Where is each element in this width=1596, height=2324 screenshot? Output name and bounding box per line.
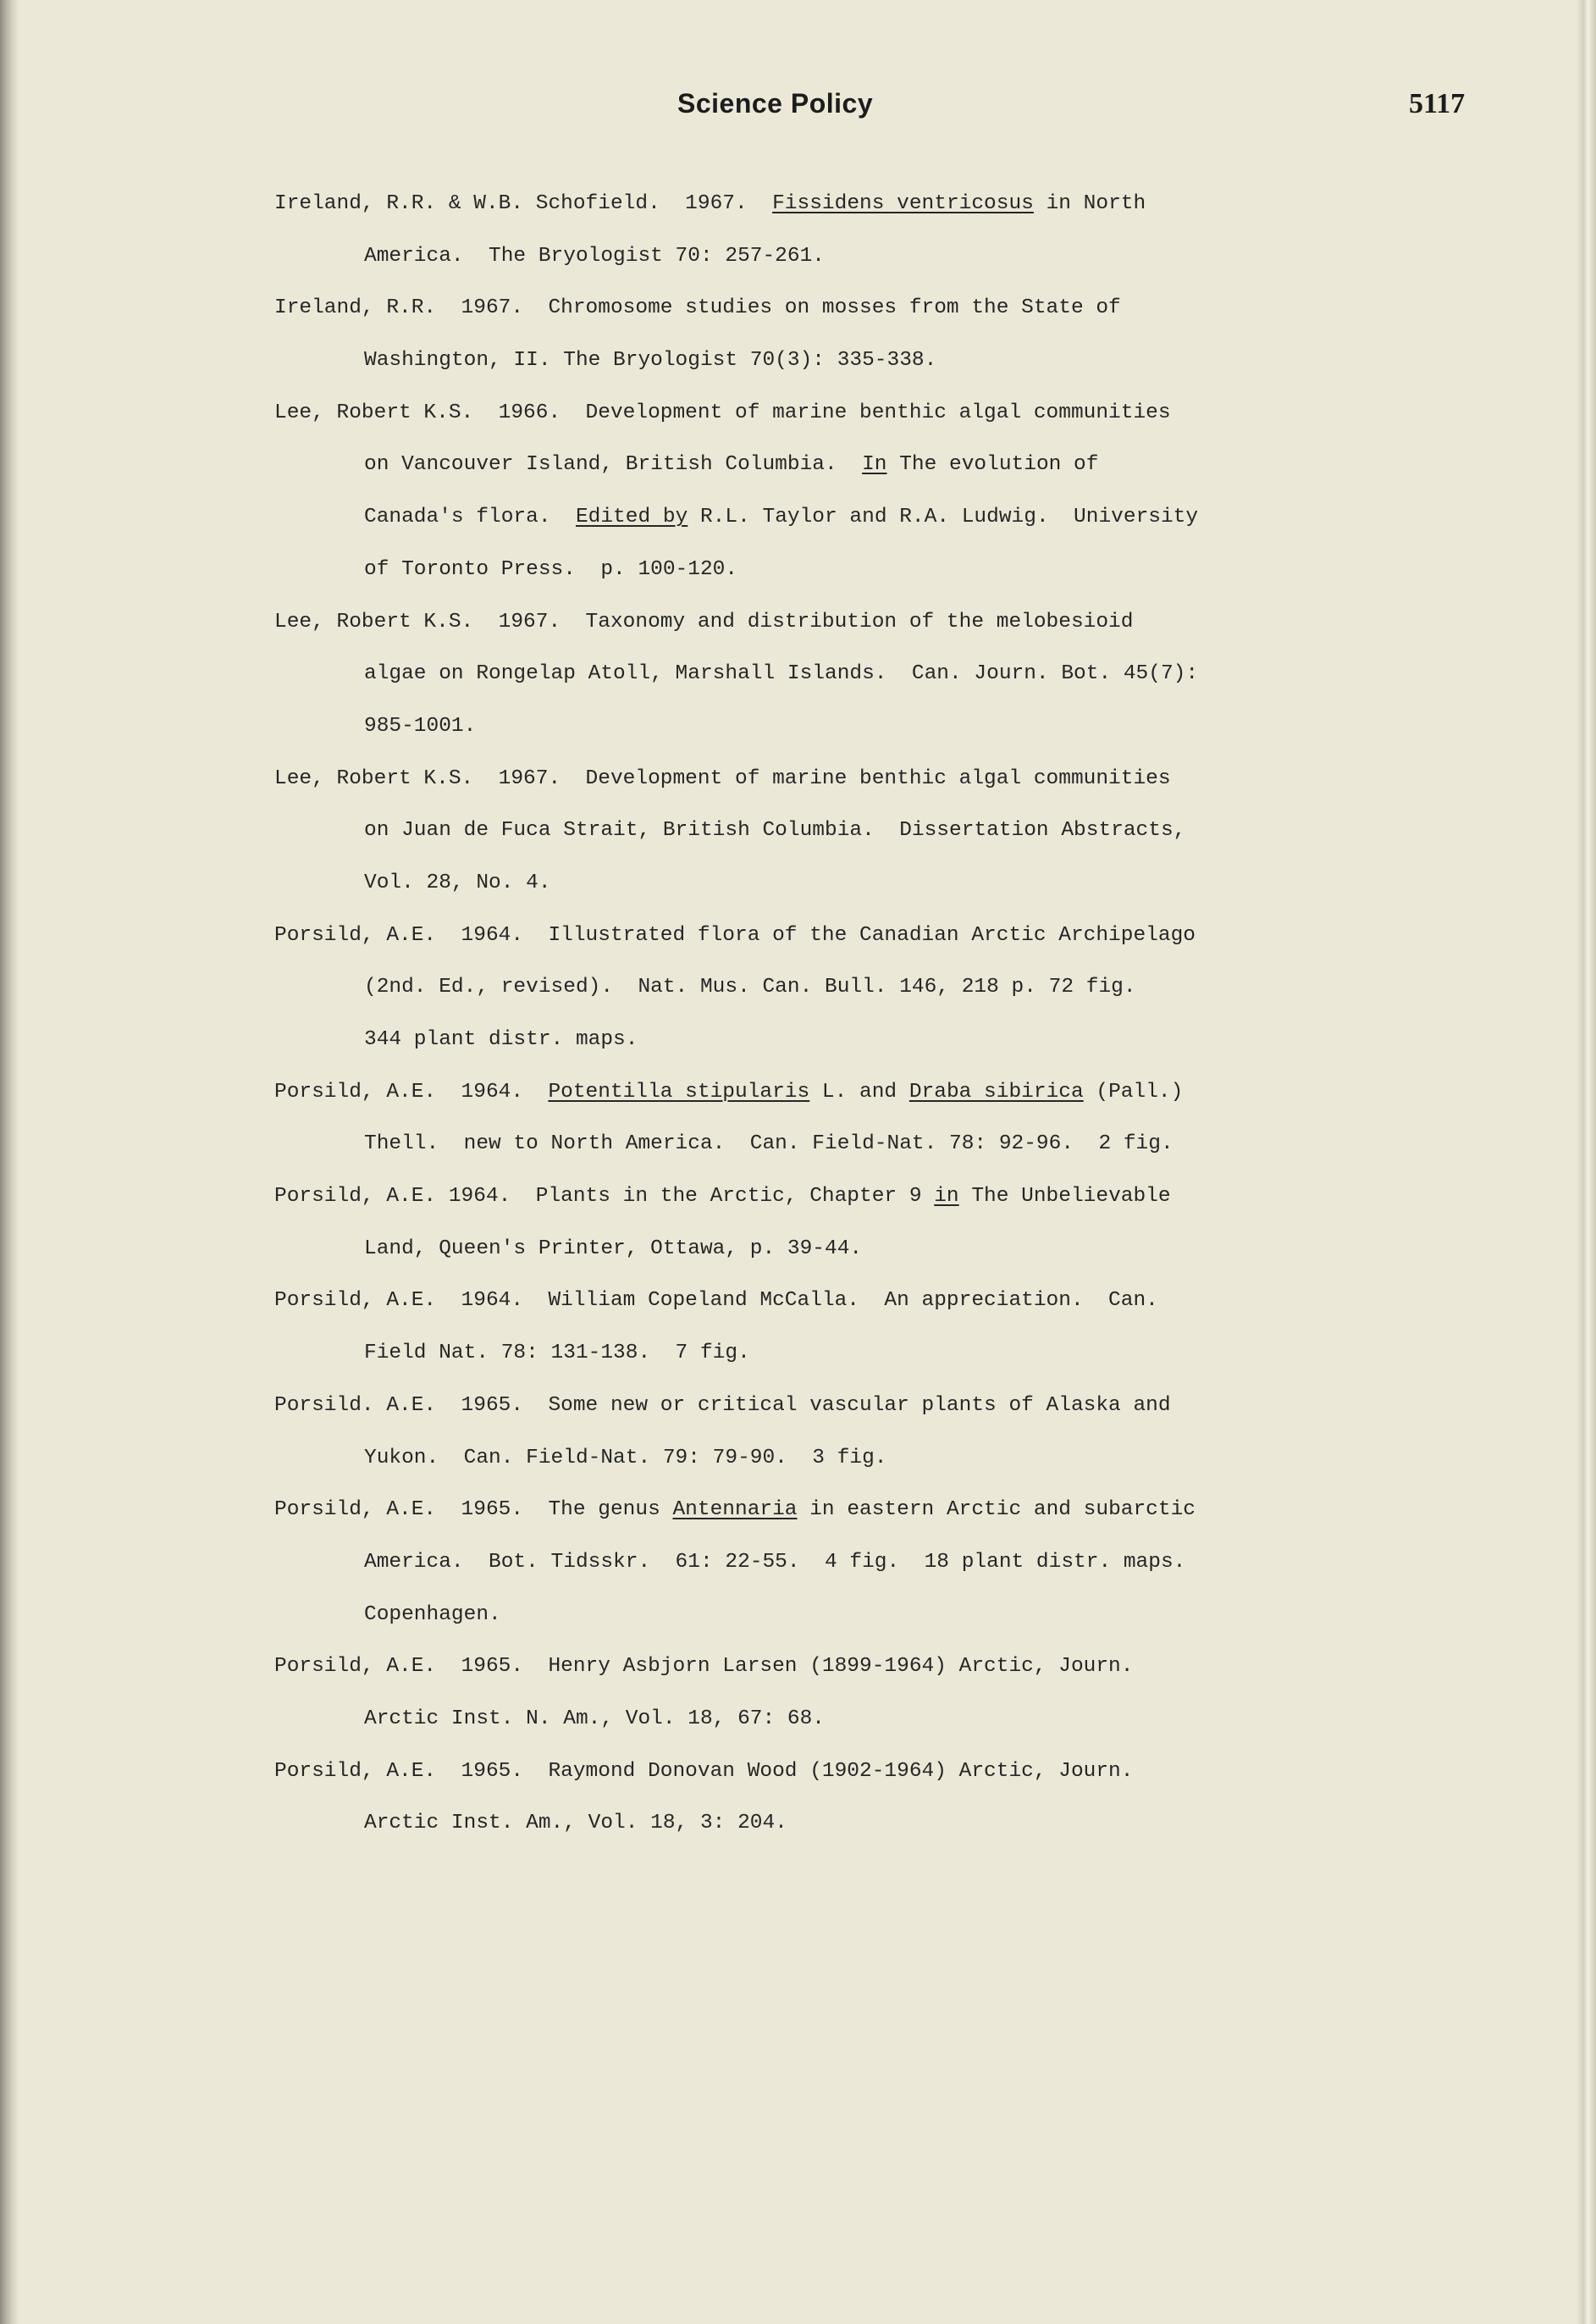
reference-text: Porsild, A.E. 1964. bbox=[274, 1080, 549, 1104]
reference-text: Yukon. Can. Field-Nat. 79: 79-90. 3 fig. bbox=[364, 1446, 887, 1469]
reference-text: America. Bot. Tidsskr. 61: 22-55. 4 fig. 18 plant distr. maps. bbox=[364, 1550, 1186, 1574]
reference-continuation-line bbox=[274, 1693, 1290, 1746]
underlined-title: Edited by bbox=[575, 506, 688, 529]
reference-continuation-line bbox=[274, 805, 1290, 857]
reference-first-line bbox=[274, 1484, 1290, 1536]
reference-continuation-line bbox=[274, 335, 1290, 387]
underlined-title: In bbox=[862, 453, 887, 477]
underlined-title: Antennaria bbox=[672, 1498, 798, 1522]
reference-continuation-line bbox=[274, 1589, 1290, 1641]
reference-entry bbox=[274, 282, 1290, 386]
reference-first-line bbox=[274, 1275, 1290, 1327]
reference-text: Land, Queen's Printer, Ottawa, p. 39-44. bbox=[364, 1237, 863, 1260]
reference-first-line bbox=[274, 910, 1290, 962]
reference-first-line bbox=[274, 753, 1290, 805]
reference-text: on Vancouver Island, British Columbia. bbox=[364, 453, 863, 477]
reference-text: (2nd. Ed., revised). Nat. Mus. Can. Bull. 146, 218 p. 72 fig. bbox=[364, 976, 1136, 999]
reference-text: Porsild, A.E. 1964. Illustrated flora of the Canadian Arctic Archipelago bbox=[274, 923, 1196, 947]
reference-text: 985-1001. bbox=[364, 714, 477, 738]
reference-text: Lee, Robert K.S. 1967. Development of marine benthic algal communities bbox=[274, 766, 1171, 790]
reference-continuation-line bbox=[274, 1223, 1290, 1275]
page-edge bbox=[1576, 0, 1596, 2324]
binding-edge bbox=[0, 0, 19, 2324]
reference-first-line bbox=[274, 1066, 1290, 1119]
underlined-title: in bbox=[934, 1185, 959, 1209]
reference-text: Porsild, A.E. 1964. William Copeland McCalla. An appreciation. Can. bbox=[274, 1289, 1158, 1313]
reference-entry bbox=[274, 910, 1290, 1066]
reference-text: Ireland, R.R. 1967. Chromosome studies on mosses from the State of bbox=[274, 296, 1121, 320]
reference-entry bbox=[274, 387, 1290, 596]
reference-entry bbox=[274, 1380, 1290, 1484]
reference-continuation-line bbox=[274, 439, 1290, 491]
reference-continuation-line bbox=[274, 700, 1290, 753]
underlined-title: Potentilla stipularis bbox=[548, 1080, 810, 1104]
reference-continuation-line bbox=[274, 491, 1290, 544]
reference-text: Porsild, A.E. 1965. Henry Asbjorn Larsen (1899-1964) Arctic, Journ. bbox=[274, 1655, 1134, 1679]
reference-text: Porsild, A.E. 1965. The genus bbox=[274, 1498, 673, 1522]
running-title: Science Policy bbox=[677, 88, 874, 119]
reference-continuation-line bbox=[274, 961, 1290, 1014]
reference-first-line bbox=[274, 1170, 1290, 1223]
reference-text: 344 plant distr. maps. bbox=[364, 1028, 638, 1051]
reference-entry bbox=[274, 178, 1290, 282]
reference-first-line bbox=[274, 1746, 1290, 1798]
reference-continuation-line bbox=[274, 1797, 1290, 1850]
reference-text: Arctic Inst. N. Am., Vol. 18, 67: 68. bbox=[364, 1707, 825, 1730]
reference-entry bbox=[274, 1641, 1290, 1745]
reference-text: Copenhagen. bbox=[364, 1602, 501, 1626]
reference-text: Canada's flora. bbox=[364, 506, 576, 529]
underlined-title: Draba sibirica bbox=[908, 1080, 1084, 1104]
reference-continuation-line bbox=[274, 230, 1290, 283]
reference-first-line bbox=[274, 596, 1290, 649]
page-number: 5117 bbox=[1409, 88, 1466, 119]
reference-text: Washington, II. The Bryologist 70(3): 335-338. bbox=[364, 349, 937, 373]
reference-entry bbox=[274, 753, 1290, 910]
reference-continuation-line bbox=[274, 857, 1290, 910]
reference-text: Porsild, A.E. 1965. Raymond Donovan Wood (1902-1964) Arctic, Journ. bbox=[274, 1759, 1134, 1783]
page-header bbox=[0, 88, 1596, 130]
reference-text: of Toronto Press. p. 100-120. bbox=[364, 557, 738, 581]
reference-text: Porsild. A.E. 1965. Some new or critical vascular plants of Alaska and bbox=[274, 1393, 1171, 1417]
reference-continuation-line bbox=[274, 1118, 1290, 1170]
reference-text: Lee, Robert K.S. 1966. Development of marine benthic algal communities bbox=[274, 401, 1171, 424]
reference-text: in North bbox=[1033, 192, 1146, 215]
underlined-title: Fissidens ventricosus bbox=[772, 192, 1034, 215]
reference-text: Vol. 28, No. 4. bbox=[364, 871, 551, 894]
reference-entry bbox=[274, 596, 1290, 753]
reference-continuation-line bbox=[274, 1432, 1290, 1485]
reference-list bbox=[274, 178, 1290, 1850]
reference-text: algae on Rongelap Atoll, Marshall Islands. Can. Journ. Bot. 45(7): bbox=[364, 662, 1199, 686]
reference-entry bbox=[274, 1746, 1290, 1850]
reference-text: on Juan de Fuca Strait, British Columbia. Dissertation Abstracts, bbox=[364, 819, 1186, 843]
reference-text: Lee, Robert K.S. 1967. Taxonomy and distribution of the melobesioid bbox=[274, 610, 1134, 634]
reference-text: The evolution of bbox=[886, 453, 1099, 477]
reference-entry bbox=[274, 1066, 1290, 1170]
reference-text: L. and bbox=[809, 1080, 909, 1104]
reference-text: Arctic Inst. Am., Vol. 18, 3: 204. bbox=[364, 1812, 787, 1835]
reference-entry bbox=[274, 1170, 1290, 1275]
reference-text: in eastern Arctic and subarctic bbox=[797, 1498, 1196, 1522]
reference-continuation-line bbox=[274, 1536, 1290, 1589]
reference-first-line bbox=[274, 282, 1290, 335]
reference-first-line bbox=[274, 1641, 1290, 1693]
reference-text: Thell. new to North America. Can. Field-Nat. 78: 92-96. 2 fig. bbox=[364, 1132, 1174, 1156]
reference-first-line bbox=[274, 178, 1290, 230]
reference-entry bbox=[274, 1275, 1290, 1379]
reference-continuation-line bbox=[274, 1327, 1290, 1380]
reference-first-line bbox=[274, 1380, 1290, 1432]
reference-continuation-line bbox=[274, 648, 1290, 700]
reference-text: Field Nat. 78: 131-138. 7 fig. bbox=[364, 1342, 750, 1365]
reference-entry bbox=[274, 1484, 1290, 1641]
reference-continuation-line bbox=[274, 544, 1290, 596]
reference-first-line bbox=[274, 387, 1290, 440]
reference-text: Porsild, A.E. 1964. Plants in the Arctic, Chapter 9 bbox=[274, 1185, 935, 1209]
reference-text: Ireland, R.R. & W.B. Schofield. 1967. bbox=[274, 192, 773, 215]
reference-text: R.L. Taylor and R.A. Ludwig. University bbox=[688, 506, 1199, 529]
reference-text: (Pall.) bbox=[1083, 1080, 1184, 1104]
reference-text: America. The Bryologist 70: 257-261. bbox=[364, 244, 825, 268]
reference-continuation-line bbox=[274, 1014, 1290, 1066]
reference-text: The Unbelievable bbox=[958, 1185, 1171, 1209]
